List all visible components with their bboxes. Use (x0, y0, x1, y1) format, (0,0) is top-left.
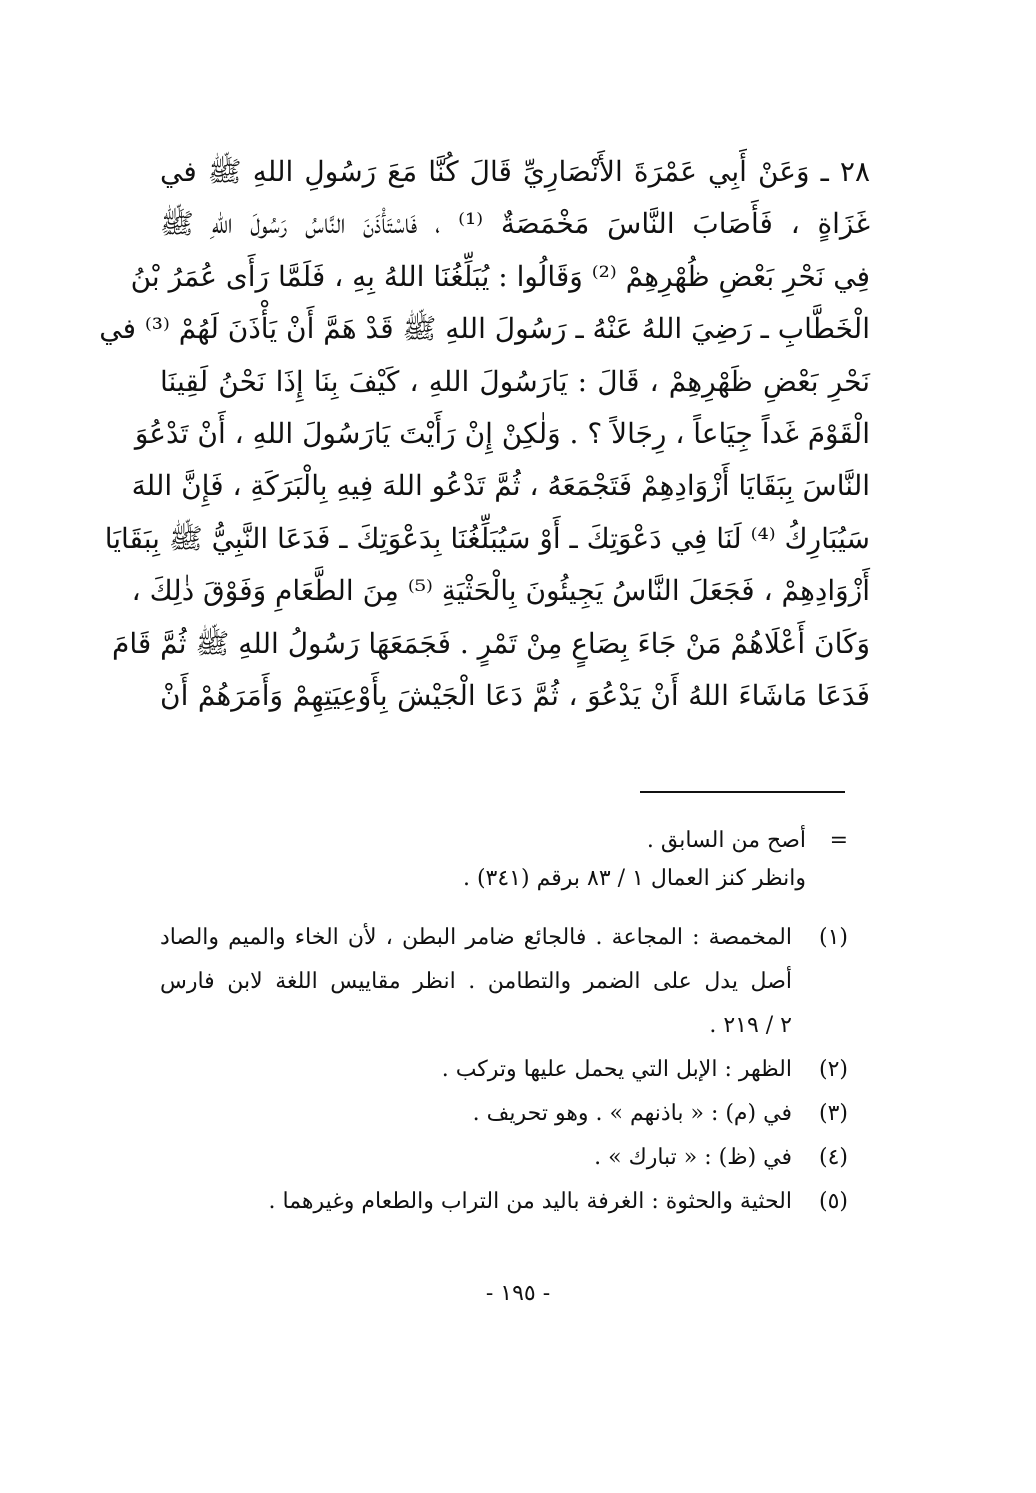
footnote-1 (160, 916, 848, 1048)
main-text-line: وَكَانَ أَعْلَاهُمْ مَنْ جَاءَ بِصَاعٍ مِنْ تَمْرٍ . فَجَمَعَهَا رَسُولُ اللهِ ﷺ ثُمَّ قَامَ (112, 626, 870, 660)
footnote-line: في (ظ) : « تبارك » . (594, 1145, 792, 1170)
page-number: - ١٩٥ - (485, 1281, 551, 1306)
footnote-line: ٢ / ٢١٩ . (709, 1013, 792, 1038)
main-text-line: فَدَعَا مَاشَاءَ اللهُ أَنْ يَدْعُوَ ، ثُمَّ دَعَا الْجَيْشَ بِأَوْعِيَتِهِمْ وَأَمَرَهُمْ أَنْ (160, 678, 870, 712)
footnote-body (160, 916, 792, 1048)
main-text-line: ٢٨ ـ وَعَنْ أَبِي عَمْرَةَ الأَنْصَارِيِّ قَالَ كُنَّا مَعَ رَسُولِ اللهِ ﷺ في (160, 155, 870, 188)
main-text-line: أَزْوَادِهِمْ ، فَجَعَلَ النَّاسُ يَجِيئُونَ بِالْحَثْيَةِ ⁽⁵⁾ مِنَ الطَّعَامِ وَفَوْقَ ذٰلِكَ ، (131, 574, 870, 608)
continuation-text: أصح من السابق . (646, 828, 806, 853)
main-text-line: النَّاسَ بِبَقَايَا أَزْوَادِهِمْ فَتَجْمَعَهُ ، ثُمَّ تَدْعُو اللهَ فِيهِ بِالْبَرَكَةِ ، فَإِنَّ اللهَ (131, 469, 870, 503)
footnote-continuation (160, 822, 848, 898)
main-text-line: الْخَطَّابِ ـ رَضِيَ اللهُ عَنْهُ ـ رَسُولَ اللهِ ﷺ قَدْ هَمَّ أَنْ يَأْذَنَ لَهُمْ ⁽³⁾ في (99, 312, 870, 346)
main-text-line: فِي نَحْرِ بَعْضِ ظُهْرِهِمْ ⁽²⁾ وَقَالُوا : يُبَلِّغُنَا اللهُ بِهِ ، فَلَمَّا رَأَى عُمَرُ بْنُ (130, 259, 870, 293)
footnote-number: (٥) (818, 1189, 848, 1214)
footnote-number: (٤) (818, 1145, 848, 1170)
footnote-body (160, 1136, 792, 1180)
main-text-line: الْقَوْمَ غَداً جِيَاعاً ، رِجَالاً ؟ . وَلٰكِنْ إِنْ رَأَيْتَ يَارَسُولَ اللهِ ، أَنْ تَدْعُوَ (134, 416, 870, 450)
footnote-list (160, 916, 848, 1224)
main-text (99, 146, 871, 722)
footnote-line: الظهر : الإبل التي يحمل عليها وتركب . (441, 1057, 792, 1082)
footnote-number: (٢) (818, 1057, 848, 1082)
footnote-body (160, 1180, 792, 1224)
footnote-body (160, 1048, 792, 1092)
footnote-number: (٣) (818, 1101, 848, 1126)
continuation-line (160, 822, 848, 860)
footnote-5 (160, 1180, 848, 1224)
main-text-line: سَيُبَارِكُ ⁽⁴⁾ لَنَا فِي دَعْوَتِكَ ـ أَوْ سَيُبَلِّغُنَا بِدَعْوَتِكَ ـ فَدَعَا النَّبِيُّ ﷺ بِبَقَايَا (104, 521, 870, 555)
footnote-line: في (م) : « باذنهم » . وهو تحريف . (472, 1101, 792, 1126)
footnote-line: أصل يدل على الضمر والتطامن . انظر مقاييس اللغة لابن فارس (160, 969, 792, 994)
footnote-body (160, 1092, 792, 1136)
footnote-2 (160, 1048, 848, 1092)
footnotes-section (160, 822, 870, 1224)
footnote-line: الحثية والحثوة : الغرفة باليد من التراب والطعام وغيرهما . (268, 1189, 792, 1214)
main-text-line: غَزَاةٍ ، فَأَصَابَ النَّاسَ مَخْمَصَةٌ ⁽¹⁾ ، فَاسْتَأْذَنَ النَّاسُ رَسُولَ اللهِ ﷺ (160, 207, 871, 241)
footnote-4 (160, 1136, 848, 1180)
main-text-line: نَحْرِ بَعْضِ ظَهْرِهِمْ ، قَالَ : يَارَسُولَ اللهِ ، كَيْفَ بِنَا إِذَا نَحْنُ لَقِينَا (160, 364, 870, 398)
continuation-marker: = (829, 828, 848, 853)
footnote-number: (١) (818, 925, 848, 950)
footnote-3 (160, 1092, 848, 1136)
continuation-line: وانظر كنز العمال ١ / ٨٣ برقم (٣٤١) . (462, 866, 806, 891)
footnote-separator (640, 791, 845, 793)
footnote-line: المخمصة : المجاعة . فالجائع ضامر البطن ، لأن الخاء والميم والصاد (160, 925, 792, 950)
